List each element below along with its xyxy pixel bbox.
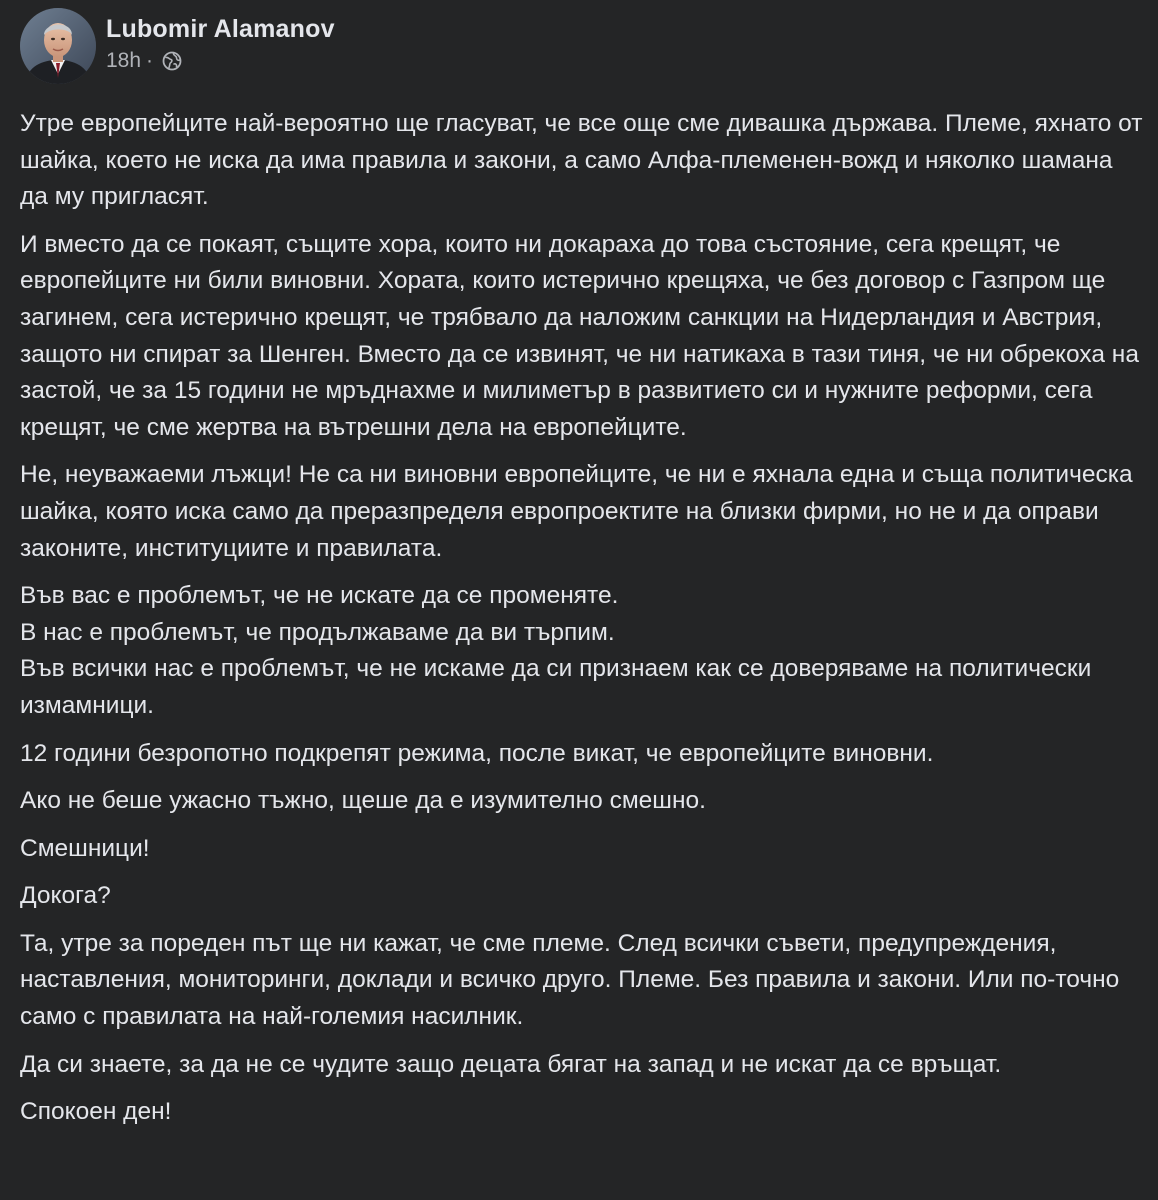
post-paragraph: Ако не беше ужасно тъжно, щеше да е изумително смешно. [20,787,706,815]
post-timestamp[interactable]: 18h [106,49,142,72]
post-paragraph: И вместо да се покаят, същите хора, които ни докараха до това състояние, сега крещят, че европейците ни били виновни. Хората, които истерично крещяха, че без договор с Газпром ще загинем, сега истерично крещят, че трябвало да наложим санкции на Нидерландия и Австрия, защото ни спират за Шенген. Вместо да се извинят, че ни натикаха в тази тиня, че ни обрекоха на застой, че за 15 години не мръднахме и милиметър в развитието си и нужните реформи, сега крещят, че сме жертва на вътрешни дела на европейците. [20,230,1139,441]
post-paragraph: Да си знаете, за да не се чудите защо децата бягат на запад и не искат да се връщат. [20,1050,1002,1078]
avatar-photo [20,8,96,84]
post-paragraph: Във вас е проблемът, че не искате да се променяте. В нас е проблемът, че продължаваме да ви търпим. Във всички нас е проблемът, че не искаме да си признаем как се доверяваме на политически измамници. [20,582,1092,719]
post-paragraph: 12 години безропотно подкрепят режима, после викат, че европейците виновни. [20,739,934,767]
post-header [20,8,335,88]
author-name[interactable]: Lubomir Alamanov [106,15,335,43]
post-paragraph: Спокоен ден! [20,1098,172,1126]
globe-icon[interactable] [162,51,182,71]
separator-dot: · [146,49,154,72]
post-paragraph: Утре европейците най-вероятно ще гласуват, че все още сме дивашка държава. Племе, яхнато от шайка, което не иска да има правила и закони, а само Алфа-племенен-вожд и няколко шамана да му пригласят. [20,110,1143,211]
post-subline [106,48,335,74]
post-paragraph: Не, неуважаеми лъжци! Не са ни виновни европейците, че ни е яхнала една и съща политическа шайка, която иска само да преразпределя европроектите на близки фирми, но не и да оправи законите, институциите и правилата. [20,461,1133,562]
author-avatar[interactable] [20,8,96,84]
post-paragraph: Та, утре за пореден път ще ни кажат, че сме племе. След всички съвети, предупреждения, наставления, мониторинги, доклади и всичко друго. Племе. Без правила и закони. Или по-точно само с правилата на най-големия насилник. [20,929,1120,1031]
post-paragraph: Смешници! [20,834,150,862]
post-meta [106,8,335,74]
post-paragraph: Докога? [20,882,111,910]
post-body [20,106,1145,1142]
